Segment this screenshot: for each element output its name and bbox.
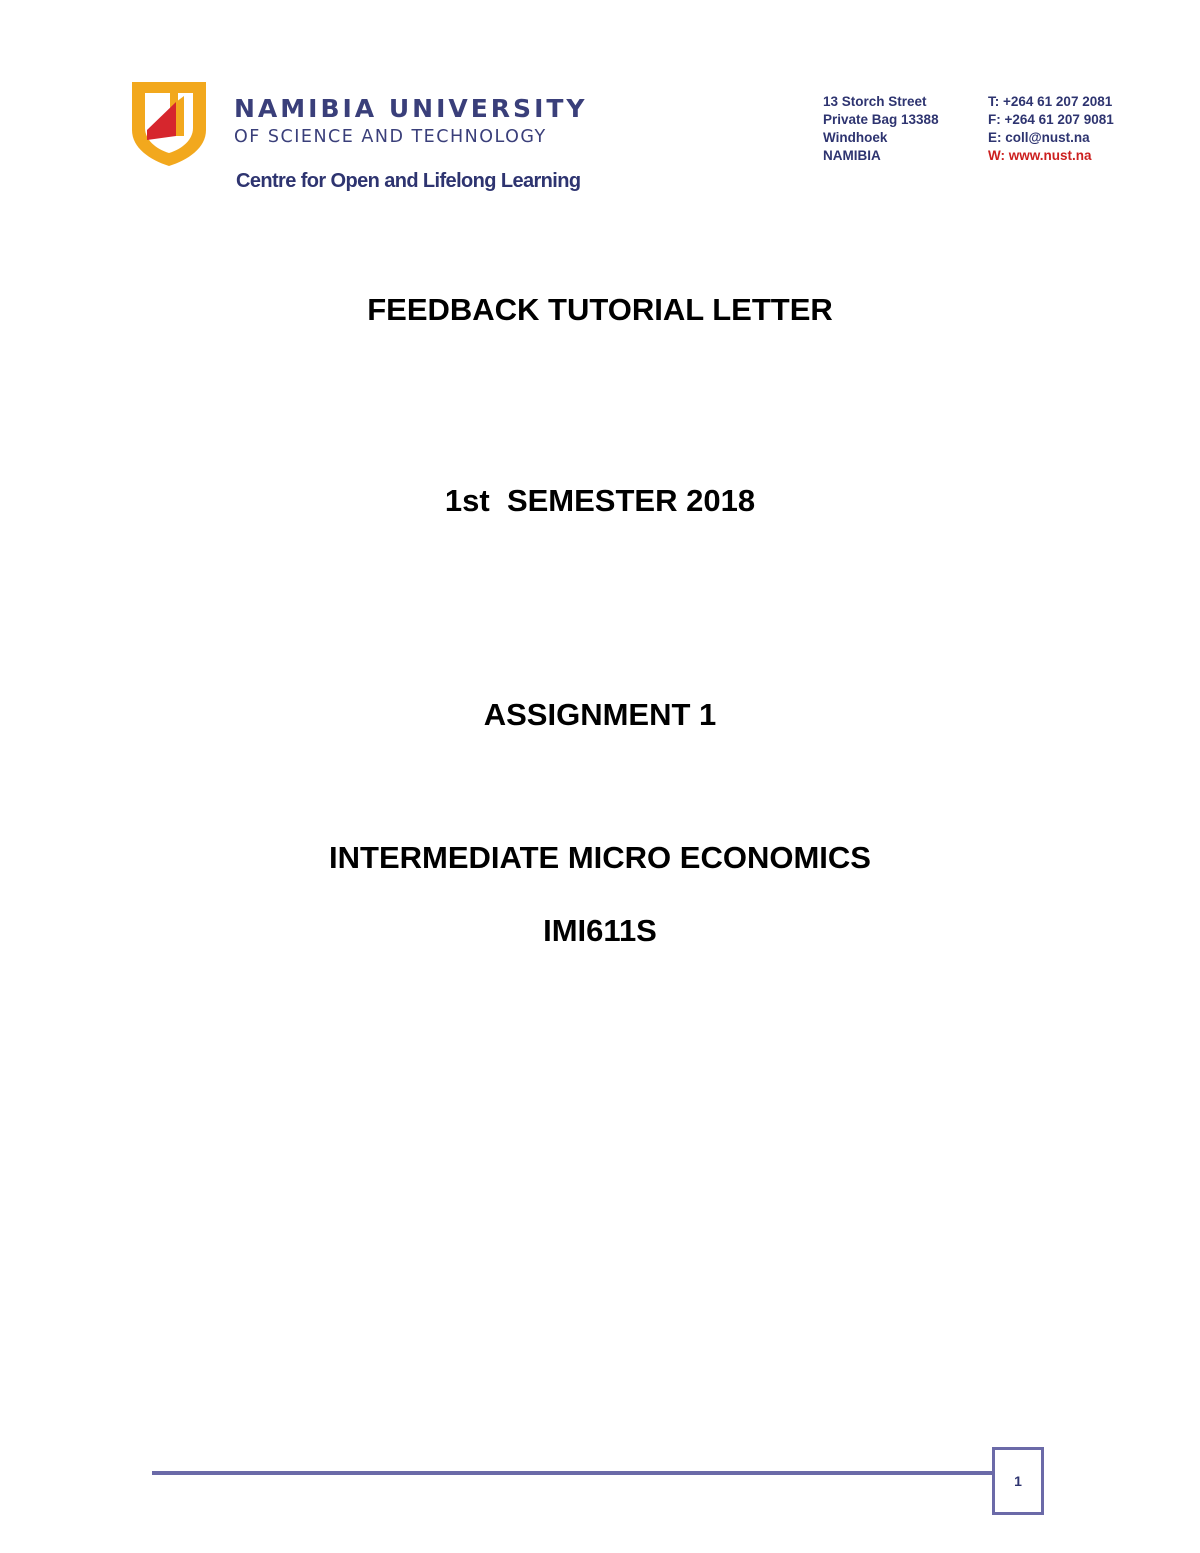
university-name: NAMIBIA UNIVERSITY (234, 94, 588, 123)
address-line: Private Bag 13388 (823, 112, 939, 127)
assignment-heading: ASSIGNMENT 1 (483, 697, 717, 732)
university-subtitle: OF SCIENCE AND TECHNOLOGY (234, 127, 547, 147)
contact-email[interactable]: E: coll@nust.na (988, 130, 1090, 145)
contact-website[interactable]: W: www.nust.na (988, 148, 1092, 163)
address-line: 13 Storch Street (823, 94, 927, 109)
address-block (823, 93, 939, 165)
semester-heading: 1st SEMESTER 2018 (444, 483, 756, 518)
contact-block (988, 93, 1114, 165)
contact-phone: T: +264 61 207 2081 (988, 94, 1113, 109)
address-line: NAMIBIA (823, 148, 881, 163)
centre-name: Centre for Open and Lifelong Learning (236, 170, 581, 192)
footer-divider (152, 1471, 994, 1475)
course-code-heading: IMI611S (543, 913, 657, 948)
page-number: 1 (1014, 1473, 1022, 1489)
contact-fax: F: +264 61 207 9081 (988, 112, 1114, 127)
nust-shield-logo-icon (128, 78, 210, 168)
address-line: Windhoek (823, 130, 888, 145)
page-number-box (992, 1447, 1044, 1515)
document-title: FEEDBACK TUTORIAL LETTER (367, 292, 833, 327)
course-name-heading: INTERMEDIATE MICRO ECONOMICS (329, 840, 871, 875)
